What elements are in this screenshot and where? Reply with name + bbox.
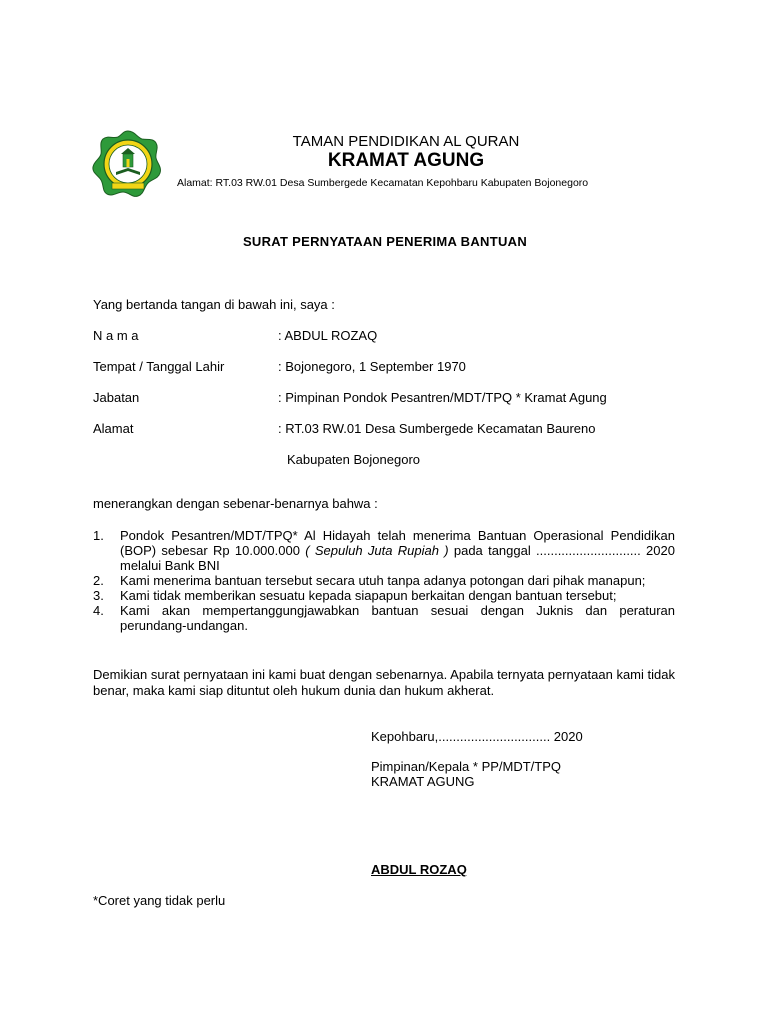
- footnote: *Coret yang tidak perlu: [93, 893, 226, 908]
- list-text-italic: ( Sepuluh Juta Rupiah ): [305, 543, 449, 558]
- statement-list: [93, 528, 675, 633]
- statement-intro: menerangkan dengan sebenar-benarnya bahwa :: [93, 496, 378, 511]
- address-value: : RT.03 RW.01 Desa Sumbergede Kecamatan Baureno: [278, 421, 596, 436]
- list-number: 2.: [93, 573, 104, 588]
- list-item: [93, 588, 675, 603]
- intro-line: Yang bertanda tangan di bawah ini, saya :: [93, 297, 335, 312]
- document-title: SURAT PERNYATAAN PENERIMA BANTUAN: [242, 234, 528, 249]
- list-number: 4.: [93, 603, 104, 618]
- nama-value: : ABDUL ROZAQ: [278, 328, 378, 343]
- position-value: : Pimpinan Pondok Pesantren/MDT/TPQ * Kramat Agung: [278, 390, 607, 405]
- address-value-line2: Kabupaten Bojonegoro: [287, 452, 421, 467]
- list-text: Kami menerima bantuan tersebut secara utuh tanpa adanya potongan dari pihak manapun;: [120, 573, 646, 588]
- birth-value: : Bojonegoro, 1 September 1970: [278, 359, 466, 374]
- list-text: Kami tidak memberikan sesuatu kepada siapapun berkaitan dengan bantuan tersebut;: [120, 588, 617, 603]
- address-label: Alamat: [93, 421, 134, 436]
- list-number: 1.: [93, 528, 104, 543]
- list-number: 3.: [93, 588, 104, 603]
- org-type-heading: TAMAN PENDIDIKAN AL QURAN: [292, 133, 520, 150]
- position-label: Jabatan: [93, 390, 140, 405]
- signer-position: Pimpinan/Kepala * PP/MDT/TPQ: [371, 759, 562, 774]
- list-text: Kami akan mempertanggungjawabkan bantuan sesuai dengan Juknis dan peraturan perundang-undangan.: [120, 603, 675, 633]
- list-text: Pondok Pesantren/MDT/TPQ* Al Hidayah telah menerima Bantuan Operasional Pendidikan (BOP) sebesar Rp 10.000.000: [120, 528, 675, 558]
- birth-label: Tempat / Tanggal Lahir: [93, 359, 225, 374]
- list-item: [93, 603, 675, 633]
- list-text: pada tanggal ............................. 2020 melalui Bank BNI: [120, 543, 675, 573]
- org-name-heading: KRAMAT AGUNG: [327, 150, 485, 171]
- closing-paragraph: Demikian surat pernyataan ini kami buat dengan sebenarnya. Apabila ternyata pernyataan kami tidak benar, maka kami siap dituntut oleh hukum dunia dan hukum akherat.: [93, 667, 675, 698]
- signer-name: ABDUL ROZAQ: [371, 862, 467, 877]
- org-address: Alamat: RT.03 RW.01 Desa Sumbergede Kecamatan Kepohbaru Kabupaten Bojonegoro: [177, 177, 589, 189]
- place-date: Kepohbaru,............................... 2020: [371, 729, 583, 744]
- nama-label: N a m a: [93, 328, 139, 343]
- list-item: [93, 528, 675, 573]
- signer-organization: KRAMAT AGUNG: [371, 774, 475, 789]
- list-item: [93, 573, 675, 588]
